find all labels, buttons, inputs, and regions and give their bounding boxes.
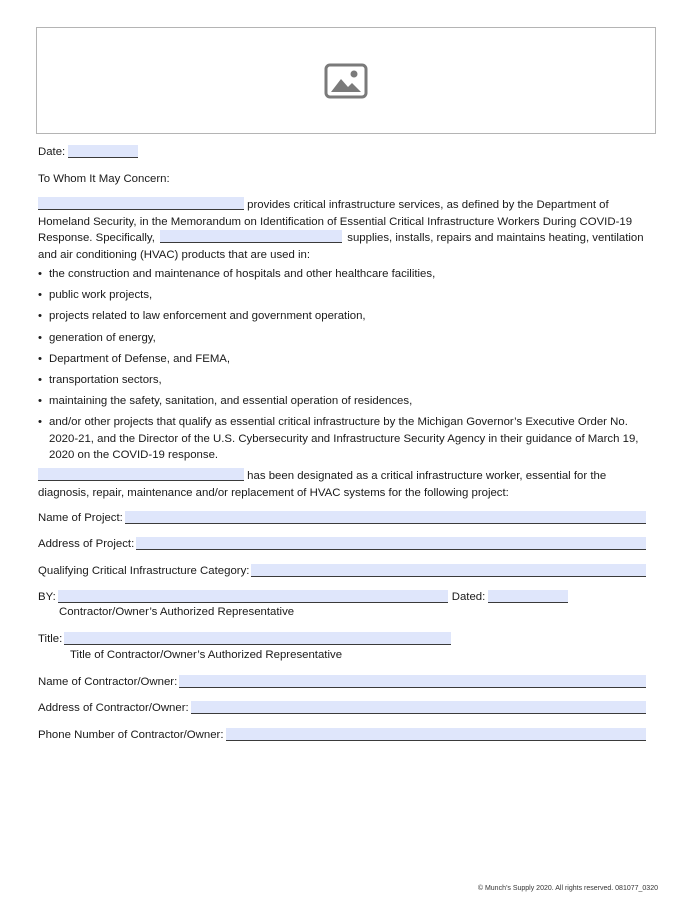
- contractor-name-row: [38, 675, 646, 688]
- worker-name-field[interactable]: [38, 468, 244, 481]
- category-field[interactable]: [251, 564, 646, 577]
- salutation: To Whom It May Concern:: [38, 173, 170, 185]
- project-types-list: [38, 266, 646, 464]
- project-address-row: [38, 537, 646, 550]
- date-label: Date:: [38, 146, 66, 158]
- contractor-address-label: Address of Contractor/Owner:: [38, 702, 189, 714]
- category-label: Qualifying Critical Infrastructure Category:: [38, 565, 250, 577]
- title-row: [38, 632, 451, 645]
- list-item: • public work projects,: [38, 287, 646, 304]
- company-name-field[interactable]: [38, 197, 244, 210]
- list-item: • transportation sectors,: [38, 372, 646, 389]
- designation-paragraph: [38, 468, 646, 501]
- title-label: Title:: [38, 633, 63, 645]
- logo-placeholder[interactable]: [36, 27, 656, 134]
- contractor-phone-label: Phone Number of Contractor/Owner:: [38, 729, 224, 741]
- dated-field[interactable]: [488, 590, 568, 603]
- project-name-row: [38, 511, 646, 524]
- title-caption: Title of Contractor/Owner’s Authorized Representative: [70, 649, 343, 661]
- contractor-address-field[interactable]: [191, 701, 646, 714]
- signature-caption: Contractor/Owner’s Authorized Representative: [59, 606, 295, 618]
- contractor-address-row: [38, 701, 646, 714]
- contractor-phone-row: [38, 728, 646, 741]
- project-address-label: Address of Project:: [38, 538, 135, 550]
- list-item: • and/or other projects that qualify as essential critical infrastructure by the Michigan Governor’s Executive Order No. 2020-21, and the Director of the U.S. Cybersecurity and Infrastructure Security Agency in their guidance of March 19, 2020 on the COVID-19 response.: [38, 414, 646, 464]
- signature-field[interactable]: [58, 590, 448, 603]
- list-item: • generation of energy,: [38, 330, 646, 347]
- project-address-field[interactable]: [136, 537, 646, 550]
- project-name-label: Name of Project:: [38, 512, 123, 524]
- date-field[interactable]: [68, 145, 138, 158]
- image-placeholder-icon: [324, 63, 368, 99]
- list-item: • the construction and maintenance of hospitals and other healthcare facilities,: [38, 266, 646, 283]
- intro-text-b: supplies, installs, repairs and maintains heating, ventilation and air conditioning (HVAC) products that are used in:: [38, 232, 644, 261]
- contractor-name-label: Name of Contractor/Owner:: [38, 676, 178, 688]
- category-row: [38, 564, 646, 577]
- project-name-field[interactable]: [125, 511, 646, 524]
- dated-label: Dated:: [451, 591, 486, 603]
- title-field[interactable]: [64, 632, 451, 645]
- list-item: • maintaining the safety, sanitation, and essential operation of residences,: [38, 393, 646, 410]
- date-row: [38, 145, 646, 158]
- company-name-field-2[interactable]: [160, 230, 342, 243]
- designation-text: has been designated as a critical infrastructure worker, essential for the diagnosis, repair, maintenance and/or replacement of HVAC systems for the following project:: [38, 470, 607, 499]
- list-item: • projects related to law enforcement and government operation,: [38, 308, 646, 325]
- by-label: BY:: [38, 591, 56, 603]
- intro-paragraph: [38, 197, 646, 263]
- intro-text-a: provides critical infrastructure services, as defined by the Department of Homeland Security, in the Memorandum on Identification of Essential Critical Infrastructure Workers During COVID-19 Response. Specifically,: [38, 199, 633, 244]
- contractor-name-field[interactable]: [179, 675, 646, 688]
- contractor-phone-field[interactable]: [226, 728, 647, 741]
- signature-row: [38, 590, 576, 603]
- copyright-footer: © Munch’s Supply 2020. All rights reserved. 081077_0320: [477, 885, 658, 892]
- list-item: • Department of Defense, and FEMA,: [38, 351, 646, 368]
